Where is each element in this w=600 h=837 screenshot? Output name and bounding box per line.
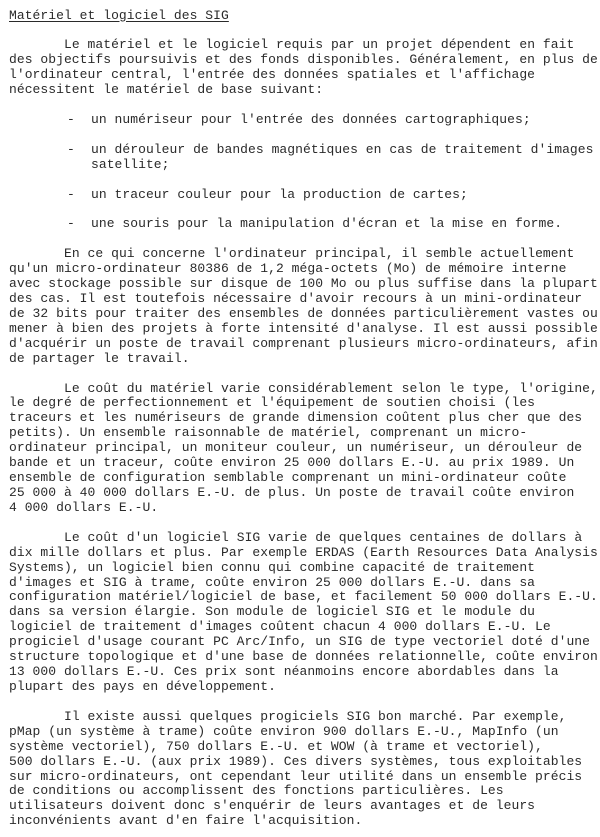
paragraph-line: dix mille dollars et plus. Par exemple ERDAS (Earth Resources Data Analysis	[9, 544, 598, 560]
spacer	[9, 232, 599, 247]
paragraph-line: le degré de perfectionnement et l'équipement de soutien choisi (les	[9, 395, 536, 411]
paragraph-line: 13 000 dollars E.-U. Ces prix sont néanmoins encore abordables dans la	[9, 664, 559, 680]
paragraph-line: mener à bien des projets à forte intensité d'analyse. Il est aussi possible	[9, 320, 598, 336]
paragraph-line: 4 000 dollars E.-U.	[9, 499, 159, 515]
paragraph-line: système vectoriel), 750 dollars E.-U. et WOW (à trame et vectoriel),	[9, 738, 543, 754]
paragraph-line: Le matériel et le logiciel requis par un projet dépendent en fait	[64, 37, 575, 53]
paragraph-line: En ce qui concerne l'ordinateur principal, il semble actuellement	[64, 246, 575, 262]
paragraph-line: ensemble de configuration semblable comprenant un mini-ordinateur coûte	[9, 470, 567, 486]
list-item-text: satellite;	[91, 156, 170, 172]
paragraph-line: Il existe aussi quelques progiciels SIG bon marché. Par exemple,	[64, 708, 567, 724]
list-item-text: un traceur couleur pour la production de cartes;	[91, 186, 468, 202]
paragraph-line: l'ordinateur central, l'entrée des données spatiales et l'affichage	[9, 67, 536, 83]
paragraph-line: nécessitent le matériel de base suivant:	[9, 82, 324, 98]
paragraph-line: 25 000 à 40 000 dollars E.-U. de plus. Un poste de travail coûte environ	[9, 485, 575, 500]
paragraph-line: pMap (un système à trame) coûte environ 900 dollars E.-U., MapInfo (un	[9, 723, 559, 739]
paragraph-line: qu'un micro-ordinateur 80386 de 1,2 méga-octets (Mo) de mémoire interne	[9, 261, 567, 277]
spacer	[9, 173, 599, 188]
paragraph-line: de partager le travail.	[9, 350, 190, 366]
paragraph-line: d'acquérir un poste de travail comprenant plusieurs micro-ordinateurs, afin	[9, 335, 598, 351]
paragraph-line: utilisateurs doivent donc s'enquérir de leurs avantages et de leurs	[9, 798, 536, 814]
paragraph-line: ordinateur principal, un moniteur couleur, un numériseur, un dérouleur de	[9, 440, 583, 456]
dash-bullet-icon: -	[67, 141, 75, 157]
paragraph-line: structure topologique et d'une base de données relationnelle, coûte environ	[9, 649, 598, 665]
spacer	[9, 23, 599, 38]
paragraph-line: de 32 bits pour traiter des ensembles de données particulièrement vastes ou	[9, 305, 598, 321]
body-paragraph	[9, 382, 599, 516]
paragraph-line: configuration matériel/logiciel de base, et facilement 50 000 dollars E.-U.	[9, 589, 598, 605]
paragraph-line: dans sa version élargie. Son module de logiciel SIG et le module du	[9, 604, 536, 620]
paragraph-line: Systems), un logiciel bien connu qui combine capacité de traitement	[9, 559, 536, 575]
dash-bullet-icon: -	[67, 111, 75, 127]
spacer	[9, 516, 599, 531]
body-paragraph	[9, 531, 599, 695]
paragraph-line: de conditions ou accomplissent des fonctions particulières. Les	[9, 783, 504, 799]
list-item	[9, 188, 599, 203]
paragraph-line: 500 dollars E.-U. (aux prix 1989). Ces divers systèmes, tous exploitables	[9, 753, 583, 769]
dash-bullet-icon: -	[67, 216, 75, 232]
hardware-list	[9, 113, 599, 232]
body-paragraph	[9, 247, 599, 366]
dash-bullet-icon: -	[67, 186, 75, 202]
spacer	[9, 695, 599, 710]
list-item-text: un numériseur pour l'entrée des données cartographiques;	[91, 111, 531, 127]
intro-paragraph	[9, 38, 599, 98]
paragraph-line: progiciel d'usage courant PC Arc/Info, un SIG de type vectoriel doté d'une	[9, 634, 590, 650]
spacer	[9, 202, 599, 217]
document-page	[9, 0, 599, 829]
body-paragraphs	[9, 247, 599, 829]
paragraph-line: des cas. Il est toutefois nécessaire d'avoir recours à un mini-ordinateur	[9, 291, 583, 307]
paragraph-line: bande et un traceur, coûte environ 25 000 dollars E.-U. au prix 1989. Un	[9, 455, 575, 471]
list-item	[9, 113, 599, 128]
paragraph-line: traceurs et les numériseurs de grande dimension coûtent plus cher que des	[9, 410, 583, 426]
body-paragraph	[9, 710, 599, 829]
list-item-text: un dérouleur de bandes magnétiques en cas de traitement d'images	[91, 141, 594, 157]
paragraph-line: sur micro-ordinateurs, ont cependant leur utilité dans un ensemble précis	[9, 768, 583, 784]
paragraph-line: avec stockage possible sur disque de 100 Mo ou plus suffise dans la plupart	[9, 276, 598, 292]
spacer	[9, 128, 599, 143]
paragraph-line: Le coût d'un logiciel SIG varie de quelques centaines de dollars à	[64, 529, 583, 545]
spacer	[9, 367, 599, 382]
paragraph-line: petits). Un ensemble raisonnable de matériel, comprenant un micro-	[9, 425, 528, 441]
list-item	[9, 143, 599, 173]
list-item	[9, 217, 599, 232]
paragraph-line: Le coût du matériel varie considérablement selon le type, l'origine,	[64, 380, 598, 396]
paragraph-line: inconvénients avant d'en faire l'acquisition.	[9, 813, 363, 829]
paragraph-line: des objectifs poursuivis et des fonds disponibles. Généralement, en plus de	[9, 52, 598, 68]
paragraph-line: logiciel de traitement d'images coûtent chacun 4 000 dollars E.-U. Le	[9, 619, 551, 635]
spacer	[9, 98, 599, 113]
section-title: Matériel et logiciel des SIG	[9, 7, 229, 23]
paragraph-line: d'images et SIG à trame, coûte environ 25 000 dollars E.-U. dans sa	[9, 574, 536, 590]
list-item-text: une souris pour la manipulation d'écran et la mise en forme.	[91, 216, 563, 232]
paragraph-line: plupart des pays en développement.	[9, 678, 276, 694]
